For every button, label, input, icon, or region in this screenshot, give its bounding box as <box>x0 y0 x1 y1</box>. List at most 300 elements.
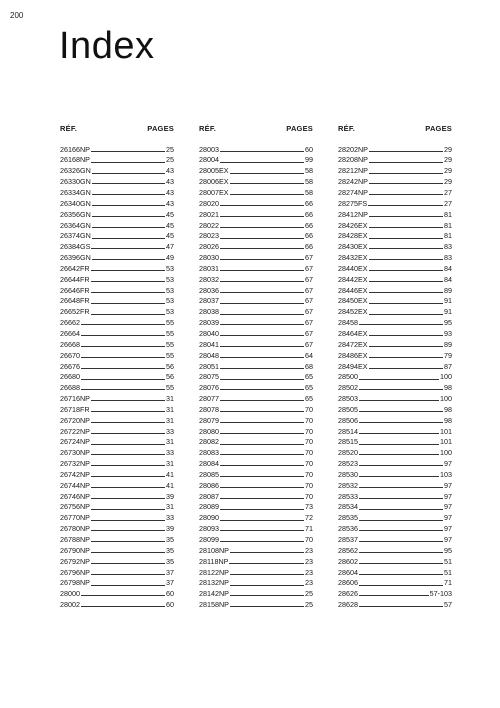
index-entry <box>60 576 174 587</box>
leader-line <box>91 411 165 412</box>
index-entry <box>60 467 174 478</box>
page-ref: 97 <box>444 480 452 490</box>
index-entry <box>199 446 313 457</box>
ref-code: 28077 <box>199 394 219 404</box>
page-ref: 60 <box>166 600 174 610</box>
pages-header: PAGES <box>286 124 313 133</box>
page-ref: 91 <box>444 296 452 306</box>
leader-line <box>220 151 304 152</box>
page-ref: 53 <box>166 274 174 284</box>
index-entry <box>199 478 313 489</box>
index-rows <box>338 142 452 608</box>
ref-code: 26326GN <box>60 166 91 176</box>
leader-line <box>91 476 165 477</box>
leader-line <box>92 227 165 228</box>
index-entry <box>338 261 452 272</box>
ref-code: 26396GN <box>60 253 91 263</box>
leader-line <box>91 530 165 531</box>
ref-code: 28037 <box>199 296 219 306</box>
ref-code: 28530 <box>338 469 358 479</box>
ref-code: 26642FR <box>60 263 90 273</box>
index-entry <box>338 207 452 218</box>
ref-code: 26688 <box>60 383 80 393</box>
index-entry <box>60 261 174 272</box>
ref-code: 26790NP <box>60 545 90 555</box>
index-entry <box>199 207 313 218</box>
page-ref: 70 <box>305 448 313 458</box>
page-ref: 67 <box>305 263 313 273</box>
ref-code: 26680 <box>60 372 80 382</box>
ref-code: 26334GN <box>60 188 91 198</box>
page-ref: 67 <box>305 307 313 317</box>
leader-line <box>220 465 304 466</box>
leader-line <box>230 173 304 174</box>
leader-line <box>359 487 443 488</box>
page-ref: 31 <box>166 459 174 469</box>
leader-line <box>369 227 443 228</box>
leader-line <box>92 183 165 184</box>
page-ref: 81 <box>444 209 452 219</box>
leader-line <box>359 379 439 380</box>
ref-code: 28087 <box>199 491 219 501</box>
index-entry <box>199 337 313 348</box>
page-ref: 45 <box>166 220 174 230</box>
index-entry <box>338 532 452 543</box>
index-entry <box>60 478 174 489</box>
ref-code: 28502 <box>338 383 358 393</box>
leader-line <box>220 303 304 304</box>
index-entry <box>338 413 452 424</box>
index-entry <box>338 316 452 327</box>
index-entry <box>60 142 174 153</box>
leader-line <box>230 574 304 575</box>
index-entry <box>338 565 452 576</box>
ref-code: 26796NP <box>60 567 90 577</box>
leader-line <box>220 487 304 488</box>
leader-line <box>91 498 165 499</box>
index-entry <box>60 565 174 576</box>
ref-code: 28005EX <box>199 166 229 176</box>
page-ref: 53 <box>166 296 174 306</box>
index-entry <box>60 554 174 565</box>
pages-header: PAGES <box>147 124 174 133</box>
ref-code: 28604 <box>338 567 358 577</box>
leader-line <box>81 346 165 347</box>
ref-code: 28212NP <box>338 166 368 176</box>
ref-code: 28032 <box>199 274 219 284</box>
index-entry <box>338 554 452 565</box>
leader-line <box>91 314 165 315</box>
ref-code: 28051 <box>199 361 219 371</box>
page-ref: 49 <box>166 253 174 263</box>
page-ref: 89 <box>444 339 452 349</box>
leader-line <box>230 183 304 184</box>
ref-header: RÉF. <box>60 124 78 133</box>
leader-line <box>91 433 165 434</box>
ref-code: 26648FR <box>60 296 90 306</box>
index-entry <box>199 305 313 316</box>
column-header <box>60 124 174 134</box>
index-rows <box>60 142 174 608</box>
page-ref: 25 <box>166 155 174 165</box>
leader-line <box>92 238 165 239</box>
leader-line <box>369 292 443 293</box>
leader-line <box>220 324 304 325</box>
leader-line <box>359 444 439 445</box>
index-entry <box>338 164 452 175</box>
index-entry <box>199 153 313 164</box>
leader-line <box>91 281 165 282</box>
ref-code: 26780NP <box>60 524 90 534</box>
index-entry <box>338 175 452 186</box>
page-ref: 81 <box>444 220 452 230</box>
leader-line <box>230 552 304 553</box>
ref-code: 26384GS <box>60 242 91 252</box>
ref-code: 28026 <box>199 242 219 252</box>
index-entry <box>338 500 452 511</box>
index-entry <box>60 240 174 251</box>
leader-line <box>369 346 443 347</box>
leader-line <box>359 422 443 423</box>
index-entry <box>338 305 452 316</box>
leader-line <box>369 270 443 271</box>
leader-line <box>220 227 304 228</box>
index-entry <box>60 391 174 402</box>
page-ref: 98 <box>444 404 452 414</box>
index-entry <box>199 554 313 565</box>
leader-line <box>91 585 165 586</box>
leader-line <box>92 216 165 217</box>
page-ref: 37 <box>166 567 174 577</box>
page-ref: 97 <box>444 491 452 501</box>
leader-line <box>220 389 304 390</box>
page-ref: 70 <box>305 491 313 501</box>
index-entry <box>338 196 452 207</box>
page-ref: 65 <box>305 394 313 404</box>
index-entry <box>199 283 313 294</box>
page-ref: 60 <box>305 144 313 154</box>
leader-line <box>92 173 165 174</box>
index-entry <box>199 467 313 478</box>
index-entry <box>60 316 174 327</box>
page-ref: 73 <box>305 502 313 512</box>
ref-code: 28083 <box>199 448 219 458</box>
ref-code: 26664 <box>60 328 80 338</box>
page-ref: 66 <box>305 231 313 241</box>
page-ref: 97 <box>444 502 452 512</box>
page-ref: 95 <box>444 545 452 555</box>
leader-line <box>359 476 439 477</box>
ref-code: 28535 <box>338 513 358 523</box>
ref-code: 28089 <box>199 502 219 512</box>
index-column-3 <box>338 124 452 608</box>
page-ref: 25 <box>305 600 313 610</box>
leader-line <box>230 595 304 596</box>
ref-code: 28108NP <box>199 545 229 555</box>
page-ref: 37 <box>166 578 174 588</box>
ref-code: 26670 <box>60 350 80 360</box>
ref-code: 26724NP <box>60 437 90 447</box>
page-ref: 55 <box>166 339 174 349</box>
ref-code: 26166NP <box>60 144 90 154</box>
leader-line <box>220 530 304 531</box>
index-entry <box>60 250 174 261</box>
index-entry <box>199 456 313 467</box>
ref-code: 28079 <box>199 415 219 425</box>
index-entry <box>338 511 452 522</box>
ref-code: 26716NP <box>60 394 90 404</box>
leader-line <box>220 346 304 347</box>
ref-code: 28628 <box>338 600 358 610</box>
page-ref: 55 <box>166 383 174 393</box>
leader-line <box>220 454 304 455</box>
leader-line <box>220 541 304 542</box>
index-rows <box>199 142 313 608</box>
pages-header: PAGES <box>425 124 452 133</box>
page-ref: 103 <box>440 469 452 479</box>
page-ref: 23 <box>305 556 313 566</box>
index-entry <box>338 229 452 240</box>
ref-code: 28532 <box>338 480 358 490</box>
page-ref: 79 <box>444 350 452 360</box>
index-entry <box>60 196 174 207</box>
page-ref: 58 <box>305 166 313 176</box>
page-ref: 39 <box>166 491 174 501</box>
ref-code: 26746NP <box>60 491 90 501</box>
index-entry <box>338 543 452 554</box>
ref-code: 28514 <box>338 426 358 436</box>
page-ref: 81 <box>444 231 452 241</box>
leader-line <box>359 541 443 542</box>
leader-line <box>220 162 304 163</box>
index-entry <box>338 326 452 337</box>
leader-line <box>369 183 443 184</box>
index-entry <box>60 597 174 608</box>
page-ref: 53 <box>166 285 174 295</box>
leader-line <box>220 379 304 380</box>
ref-code: 28503 <box>338 394 358 404</box>
leader-line <box>91 552 165 553</box>
index-entry <box>338 272 452 283</box>
leader-line <box>369 335 443 336</box>
ref-code: 28472EX <box>338 339 368 349</box>
index-entry <box>199 294 313 305</box>
page-ref: 70 <box>305 426 313 436</box>
ref-code: 28450EX <box>338 296 368 306</box>
index-entry <box>60 185 174 196</box>
leader-line <box>369 357 443 358</box>
index-entry <box>199 240 313 251</box>
page-ref: 56 <box>166 372 174 382</box>
page-ref: 27 <box>444 188 452 198</box>
leader-line <box>359 563 443 564</box>
ref-code: 28086 <box>199 480 219 490</box>
index-entry <box>60 337 174 348</box>
ref-code: 28446EX <box>338 285 368 295</box>
leader-line <box>91 162 165 163</box>
index-entry <box>60 326 174 337</box>
leader-line <box>359 595 429 596</box>
ref-code: 28076 <box>199 383 219 393</box>
index-entry <box>60 435 174 446</box>
leader-line <box>359 498 443 499</box>
page-ref: 68 <box>305 361 313 371</box>
index-entry <box>60 500 174 511</box>
index-entry <box>199 424 313 435</box>
page-ref: 67 <box>305 318 313 328</box>
page-ref: 70 <box>305 437 313 447</box>
ref-code: 28500 <box>338 372 358 382</box>
ref-code: 28132NP <box>199 578 229 588</box>
page-ref: 57 <box>444 600 452 610</box>
leader-line <box>81 368 165 369</box>
leader-line <box>81 324 165 325</box>
ref-code: 28078 <box>199 404 219 414</box>
index-entry <box>60 511 174 522</box>
index-entry <box>60 543 174 554</box>
ref-code: 28602 <box>338 556 358 566</box>
page-ref: 97 <box>444 535 452 545</box>
ref-code: 28158NP <box>199 600 229 610</box>
page-ref: 31 <box>166 437 174 447</box>
ref-code: 28505 <box>338 404 358 414</box>
page-ref: 60 <box>166 589 174 599</box>
page-ref: 33 <box>166 513 174 523</box>
page-ref: 101 <box>440 426 452 436</box>
leader-line <box>359 530 443 531</box>
index-entry <box>199 316 313 327</box>
ref-code: 26732NP <box>60 459 90 469</box>
index-entry <box>60 424 174 435</box>
page-ref: 84 <box>444 274 452 284</box>
ref-code: 28458 <box>338 318 358 328</box>
ref-code: 28080 <box>199 426 219 436</box>
index-entry <box>199 522 313 533</box>
page-ref: 55 <box>166 350 174 360</box>
ref-code: 28038 <box>199 307 219 317</box>
leader-line <box>91 400 165 401</box>
index-entry <box>199 511 313 522</box>
page-ref: 97 <box>444 513 452 523</box>
page-ref: 27 <box>444 198 452 208</box>
index-entry <box>60 218 174 229</box>
page-ref: 66 <box>305 242 313 252</box>
leader-line <box>359 465 443 466</box>
index-entry <box>338 576 452 587</box>
page-ref: 100 <box>440 394 452 404</box>
leader-line <box>359 520 443 521</box>
leader-line <box>92 205 165 206</box>
ref-code: 28440EX <box>338 263 368 273</box>
leader-line <box>92 259 165 260</box>
leader-line <box>359 389 443 390</box>
index-entry <box>60 402 174 413</box>
ref-code: 28036 <box>199 285 219 295</box>
index-entry <box>199 261 313 272</box>
leader-line <box>220 238 304 239</box>
index-entry <box>199 348 313 359</box>
leader-line <box>220 314 304 315</box>
ref-code: 28430EX <box>338 242 368 252</box>
index-entry <box>60 359 174 370</box>
index-entry <box>199 532 313 543</box>
index-entry <box>199 250 313 261</box>
column-header <box>199 124 313 134</box>
ref-code: 28534 <box>338 502 358 512</box>
leader-line <box>81 335 165 336</box>
index-entry <box>199 218 313 229</box>
leader-line <box>81 389 165 390</box>
leader-line <box>91 292 165 293</box>
ref-code: 28118NP <box>199 556 229 566</box>
ref-code: 26356GN <box>60 209 91 219</box>
ref-code: 28085 <box>199 469 219 479</box>
page-ref: 43 <box>166 198 174 208</box>
index-entry <box>338 456 452 467</box>
page-ref: 35 <box>166 535 174 545</box>
leader-line <box>81 379 165 380</box>
ref-code: 28039 <box>199 318 219 328</box>
leader-line <box>91 270 165 271</box>
ref-code: 28142NP <box>199 589 229 599</box>
index-entry <box>199 196 313 207</box>
ref-code: 28003 <box>199 144 219 154</box>
page-ref: 31 <box>166 415 174 425</box>
ref-code: 28040 <box>199 328 219 338</box>
leader-line <box>220 368 304 369</box>
ref-code: 28626 <box>338 589 358 599</box>
ref-code: 28562 <box>338 545 358 555</box>
page-ref: 67 <box>305 253 313 263</box>
leader-line <box>220 498 304 499</box>
ref-code: 26742NP <box>60 469 90 479</box>
page-ref: 64 <box>305 350 313 360</box>
ref-code: 26788NP <box>60 535 90 545</box>
index-entry <box>338 381 452 392</box>
index-entry <box>338 587 452 598</box>
index-entry <box>338 359 452 370</box>
leader-line <box>369 314 443 315</box>
index-entry <box>60 207 174 218</box>
index-entry <box>60 532 174 543</box>
index-entry <box>60 381 174 392</box>
ref-code: 28202NP <box>338 144 368 154</box>
leader-line <box>230 606 304 607</box>
ref-code: 28275FS <box>338 198 368 208</box>
ref-code: 28022 <box>199 220 219 230</box>
ref-code: 26744NP <box>60 480 90 490</box>
page-ref: 57-103 <box>429 589 452 599</box>
index-entry <box>338 283 452 294</box>
page-ref: 100 <box>440 448 452 458</box>
index-entry <box>199 413 313 424</box>
index-entry <box>199 576 313 587</box>
index-entry <box>338 337 452 348</box>
leader-line <box>369 151 443 152</box>
leader-line <box>91 520 165 521</box>
page-ref: 70 <box>305 480 313 490</box>
ref-code: 26330GN <box>60 177 91 187</box>
ref-code: 28002 <box>60 600 80 610</box>
ref-code: 28536 <box>338 524 358 534</box>
index-entry <box>199 543 313 554</box>
page-ref: 67 <box>305 274 313 284</box>
page-ref: 25 <box>305 589 313 599</box>
page-ref: 45 <box>166 231 174 241</box>
leader-line <box>220 205 304 206</box>
leader-line <box>220 248 304 249</box>
page-ref: 70 <box>305 469 313 479</box>
